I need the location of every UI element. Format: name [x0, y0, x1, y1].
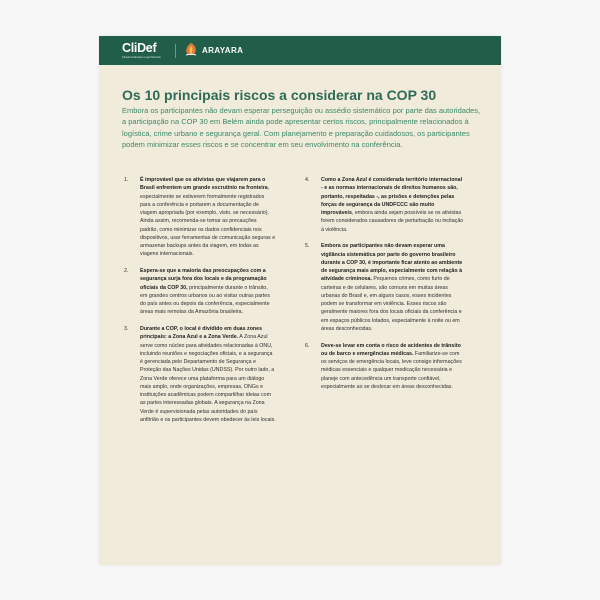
intro-paragraph: Embora os participantes não devam esperar perseguição ou assédio sistemático por parte das autoridades, a participação na COP 30 em Belém ainda pode apresentar certos riscos, principalmente relacionados à logística, crime urbano e segurança geral. Com planejamento e preparação cuidadosos, os participantes podem minimizar esses riscos e se concentrar em seu envolvimento na conferência. — [122, 106, 481, 150]
list-item — [124, 267, 276, 317]
item-heading: Espera-se que a maioria das preocupações com a segurança surja fora dos locais e da programação oficiais da COP 30, — [140, 268, 267, 291]
item-heading: É improvável que os ativistas que viajarem para o Brasil enfrentem um grande escrutínio na fronteira — [140, 177, 268, 192]
document-page — [99, 36, 501, 565]
item-text: , especialmente se estiverem formalmente registrados para a conferência e portarem a documentação de viagem apropriada (por exemplo, visto, se necessário). Ainda assim, recomenda-se tomar as precauções padrão, como minimizar os dados confidenciais nos dispositivos, usar ferramentas de comunicação seguras e armazenar backups antes da viagem, em todas as viagens internacionais. — [140, 185, 276, 258]
item-text: principalmente durante o trânsito, em grandes centros urbanos ou ao visitar outras partes do país antes ou depois da conferência, especialmente áreas mais remotas da Amazônia brasileira. — [140, 284, 270, 316]
clidef-logo: CliDef — [122, 41, 157, 55]
item-number: 3. — [124, 326, 129, 333]
left-column — [124, 176, 276, 433]
item-number: 2. — [124, 268, 129, 275]
item-text: A Zona Azul serve como núcleo para atividades relacionadas à ONU, incluindo reuniões e negociações oficiais, e a segurança é gerenciada pelo Departamento de Segurança e Proteção das Nações Unidas (UNDSS). Por outro lado, a Zona Verde oferece uma plataforma para um diálogo mais amplo, onde organizações, empresas, ONGs e instituições acadêmicas podem compartilhar ideias com as partes interessadas globais. A segurança na Zona Verde é supervisionada pelas autoridades do país anfitrião e os participantes devem obedecer às leis locais. — [140, 334, 276, 423]
item-text: , embora ainda sejam possíveis se os ativistas forem considerados causadores de perturbação ou incitação à violência. — [321, 210, 464, 233]
item-number: 1. — [124, 177, 129, 183]
item-number: 4. — [305, 177, 310, 183]
item-text: Pequenos crimes, como furto de carteiras e de celulares, são comuns em muitas áreas urbanas do Brasil e, em alguns casos, esses incidentes podem se transformar em violência. Esses riscos são geralmente maiores fora dos locais oficiais da conferência e em espaços públicos lotados, especialmente à noite ou em áreas desconhecidas. — [321, 276, 462, 332]
item-heading: Como a Zona Azul é considerada território internacional - e as normas internacionais de direitos humanos são, portanto, respeitadas -, as prisões e detenções pelas forças de segurança da UNDFCCC são muito improváveis — [321, 177, 463, 216]
list-item — [124, 325, 276, 424]
logo-divider — [175, 44, 176, 58]
page-title: Os 10 principais riscos a considerar na COP 30 — [122, 87, 437, 103]
list-item — [305, 242, 465, 333]
arayara-logo: ARAYARA — [202, 46, 244, 55]
list-item — [124, 176, 276, 259]
arayara-leaf-icon — [183, 42, 199, 58]
item-number: 6. — [305, 342, 310, 349]
header-bar — [99, 36, 501, 65]
list-item — [305, 176, 465, 234]
item-text: Familiarize-se com os serviços de emergência locais, leve consigo informações médicas essenciais e qualquer medicação necessária e planeje com antecedência um transporte confiável, especialmente ao se deslocar em áreas desconhecidas. — [321, 350, 462, 390]
item-heading: Durante a COP, o local é dividido em duas zones principais: a Zona Azul e a Zona Verde. — [140, 326, 263, 341]
item-heading: Deve-se levar em conta o risco de acidentes de trânsito ou de barco e emergências médicas. — [321, 342, 461, 357]
item-heading: Embora os participantes não devam esperar uma vigilância sistemática por parte do governo brasileiro durante a COP 30, é importante ficar atento ao ambiente de segurança mais amplo, especialmente com relação à atividade criminosa. — [321, 243, 463, 283]
right-column — [305, 176, 465, 400]
item-number: 5. — [305, 243, 310, 250]
clidef-tagline: Climate Defenders Legal Network — [122, 56, 161, 59]
list-item — [305, 342, 465, 392]
